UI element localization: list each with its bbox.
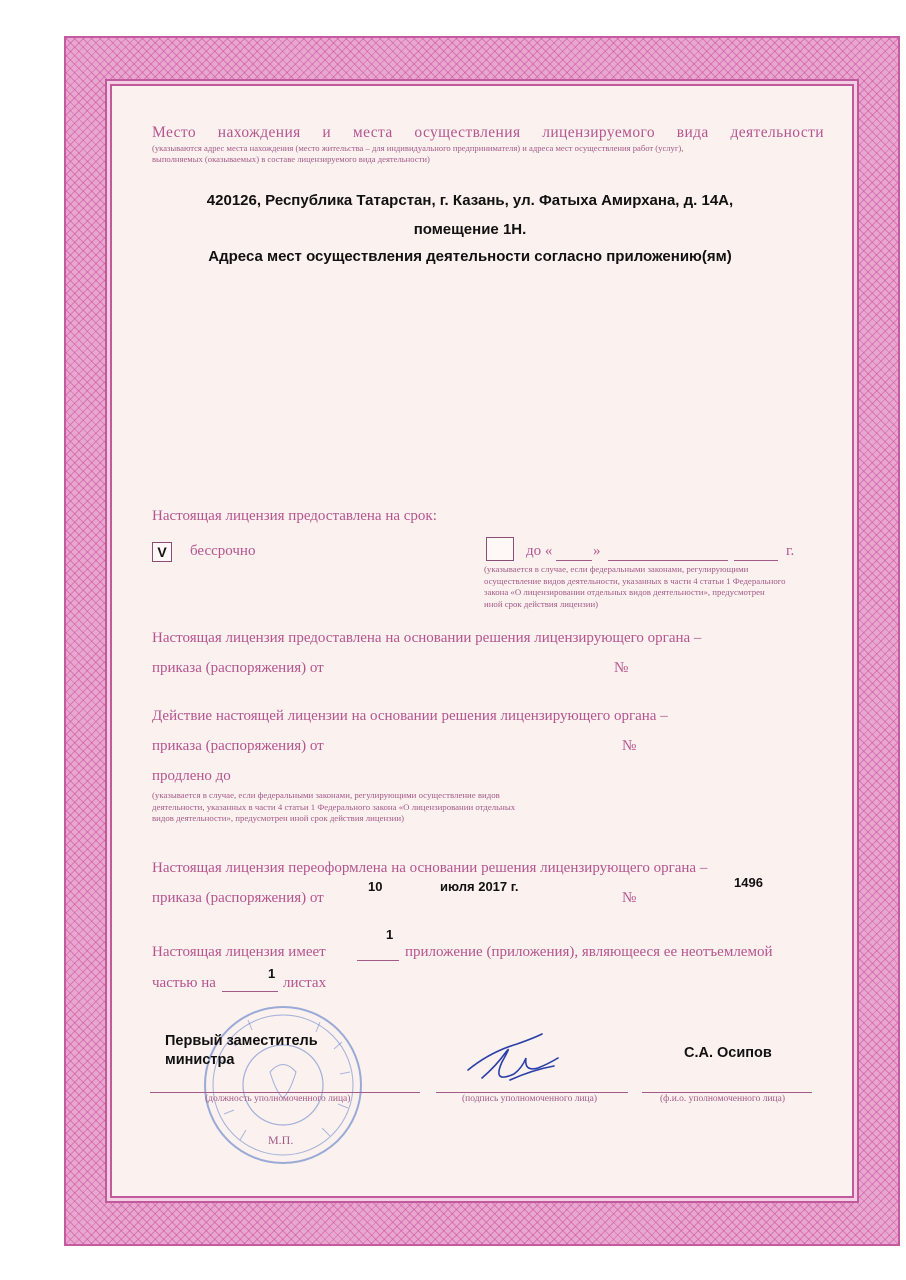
section-note-1: (указываются адрес места нахождения (место жительства – для индивидуального предпринимателя) и адреса мест осуществления работ (услуг), <box>152 143 684 153</box>
extension-number-sign: № <box>622 738 637 754</box>
section-title: Место нахождения и места осуществления лицензируемого вида деятельности <box>152 124 824 141</box>
until-note <box>484 564 829 610</box>
sheets-count-line <box>222 991 278 992</box>
section-note-2: выполняемых (оказываемых) в составе лицензируемого вида деятельности) <box>152 154 430 164</box>
handwritten-signature <box>462 1022 562 1092</box>
until-note-4: иной срок действия лицензии) <box>484 598 599 609</box>
appendix-count-line <box>357 960 399 961</box>
signer-position-line-2: министра <box>165 1052 235 1068</box>
signature-line <box>436 1092 628 1093</box>
basis-line-2: приказа (распоряжения) от <box>152 660 324 676</box>
signer-position <box>165 1032 318 1070</box>
reissue-month-year: июля 2017 г. <box>440 879 519 894</box>
basis-line-1: Настоящая лицензия предоставлена на основании решения лицензирующего органа – <box>152 630 702 646</box>
stamp-label: М.П. <box>268 1133 294 1147</box>
reissue-number: 1496 <box>734 875 763 890</box>
until-year-line <box>734 560 778 561</box>
reissue-number-sign: № <box>622 890 637 906</box>
appendix-suffix: приложение (приложения), являющееся ее неотъемлемой <box>405 944 773 960</box>
unlimited-checkbox <box>152 542 172 562</box>
address-line-2: помещение 1Н. <box>413 221 527 238</box>
until-note-2: осуществление видов деятельности, указанных в части 4 статьи 1 Федерального <box>484 575 786 586</box>
reissue-line-2: приказа (распоряжения) от <box>152 890 324 906</box>
until-checkbox <box>486 537 514 561</box>
position-line <box>150 1092 420 1093</box>
until-day-line <box>556 560 592 561</box>
until-note-1: (указывается в случае, если федеральными законами, регулирующими <box>484 564 749 574</box>
address-line-1: 420126, Республика Татарстан, г. Казань, ул. Фатыха Амирхана, д. 14А, <box>206 192 734 209</box>
signer-position-line-1: Первый заместитель <box>165 1033 318 1049</box>
signature-caption: (подпись уполномоченного лица) <box>462 1094 598 1104</box>
extension-note-3: видов деятельности», предусмотрен иной срок действия лицензии) <box>152 813 405 823</box>
until-note-3: закона «О лицензировании отдельных видов деятельности», предусмотрен <box>484 587 765 597</box>
extended-label: продлено до <box>152 768 231 784</box>
sheets-count: 1 <box>268 966 276 981</box>
extension-line-2: приказа (распоряжения) от <box>152 738 324 754</box>
term-label: Настоящая лицензия предоставлена на срок: <box>152 508 437 524</box>
extension-note-2: деятельности, указанных в части 4 статьи 1 Федерального закона «О лицензировании отдельных <box>152 801 516 812</box>
unlimited-label: бессрочно <box>190 543 256 559</box>
until-month-line <box>608 560 728 561</box>
extension-line-1: Действие настоящей лицензии на основании решения лицензирующего органа – <box>152 708 668 724</box>
extension-note-1: (указывается в случае, если федеральными законами, регулирующими осуществление видов <box>152 790 500 800</box>
signer-name: С.А. Осипов <box>684 1045 772 1061</box>
year-suffix: г. <box>786 543 795 559</box>
position-caption: (должность уполномоченного лица) <box>205 1094 351 1104</box>
until-quote-close: » <box>593 543 601 559</box>
appendix-prefix: Настоящая лицензия имеет <box>152 944 326 960</box>
extension-note <box>152 790 622 825</box>
checkbox-mark: V <box>157 544 167 560</box>
name-caption: (ф.и.о. уполномоченного лица) <box>660 1094 786 1104</box>
address-line-3: Адреса мест осуществления деятельности согласно приложению(ям) <box>208 248 732 265</box>
until-label: до « <box>526 543 553 559</box>
reissue-day: 10 <box>368 879 383 894</box>
sheets-suffix: листах <box>283 975 327 991</box>
basis-number-sign: № <box>614 660 629 676</box>
sheets-prefix: частью на <box>152 975 216 991</box>
name-line <box>642 1092 812 1093</box>
appendix-count: 1 <box>386 927 394 942</box>
reissue-line-1: Настоящая лицензия переоформлена на основании решения лицензирующего органа – <box>152 860 708 876</box>
